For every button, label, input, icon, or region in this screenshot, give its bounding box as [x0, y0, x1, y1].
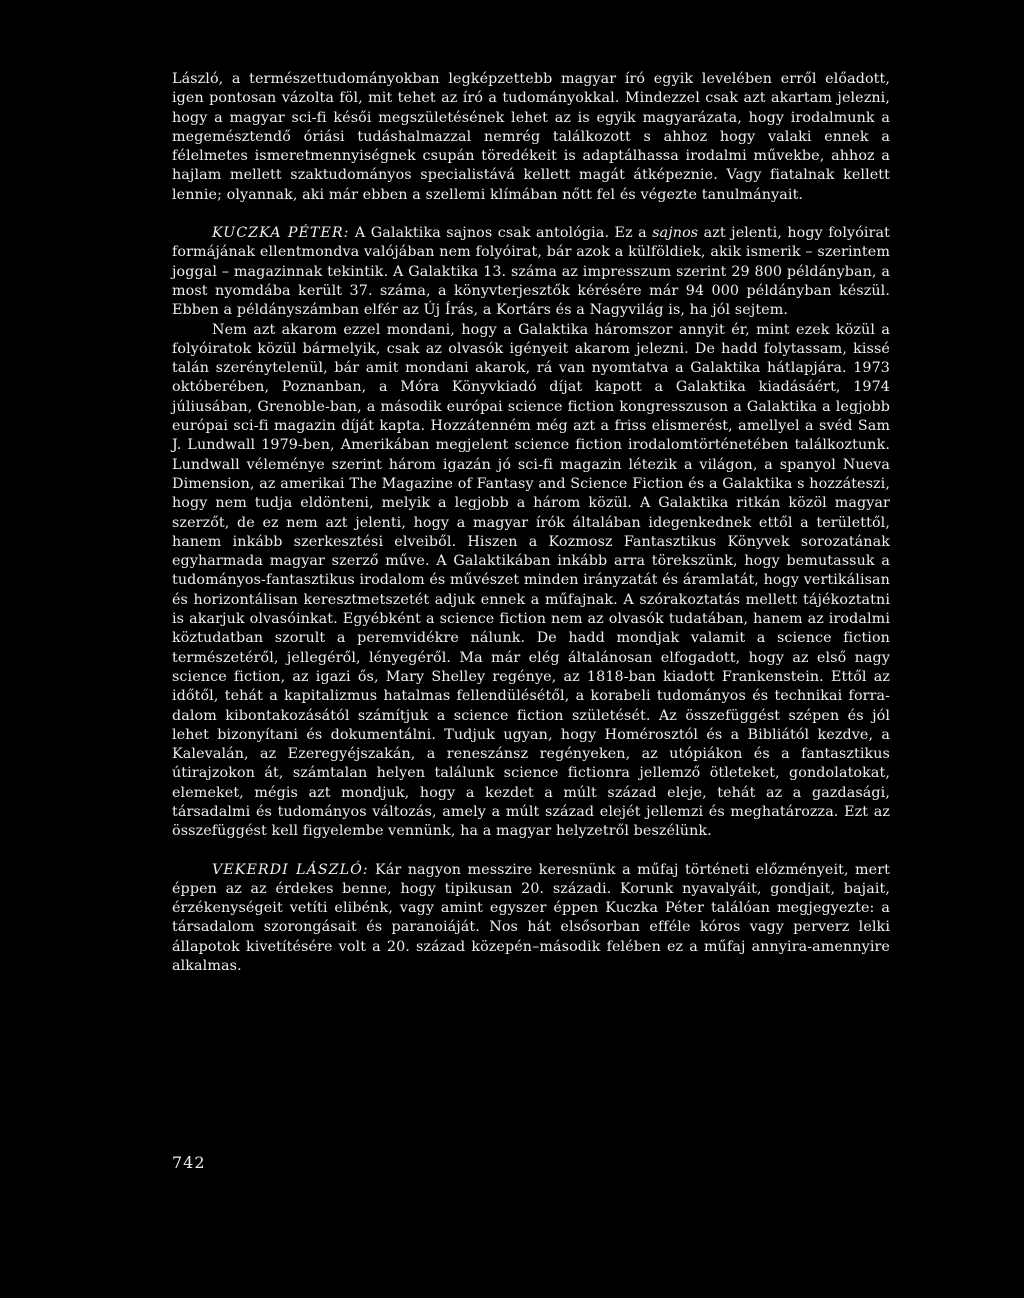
paragraph-text: azt jelenti, hogy folyóirat formájának ellentmondva valójában nem folyóirat, bár azok a külföldiek, akik ismerik – szerintem joggal – magazinnak tekintik. A Galaktika 13. száma az impresszum szerint 29 800 példányban, a most nyomdába került 37. száma, a könyvterjesztők kérésére már 94 000 példányban készül. Ebben a példányszámban elfér az Új Írás, a Kortárs és a Nagyvilág is, ha jól sejtem.	[172, 225, 890, 319]
speaker-name: VEKERDI LÁSZLÓ:	[212, 861, 369, 878]
paragraph-kuczka	[172, 224, 890, 320]
paragraph-text: A Galaktika sajnos csak antológia. Ez a	[349, 225, 653, 242]
paragraph-intro: László, a természettudományokban legképzettebb magyar író egyik levelében erről előadott, igen pontosan vázolta föl, mit tehet az író a tudományokkal. Mindezzel csak azt akartam jelezni, hogy a magyar sci-fi késői megszületésének lehet az is egyik magyarázata, hogy irodalmunk a megemésztendő óriási tudáshalmazzal nemrég találkozott s ahhoz hogy valaki ennek a félelmetes ismeretmennyiségnek csupán töredékeit is adaptálhassa irodalmi művekbe, ahhoz a hajlam mellett szaktudományos specialistává kellett magát átképeznie. Vagy fiatalnak kellett lennie; olyannak, aki már ebben a szellemi klímában nőtt fel és végezte tanulmányait.	[172, 71, 890, 203]
paragraph-galaktika: Nem azt akarom ezzel mondani, hogy a Galaktika háromszor annyit ér, mint ezek közül a folyóiratok közül bármelyik, csak az olvasók igényeit akarom jelezni. De hadd folytassam, kissé talán szerénytelenül, bár amit mondani akarok, rá van nyomtatva a Galaktika hátlapjára. 1973 októberében, Poznanban, a Móra Könyvkiadó díjat kapott a Galaktika kiadásáért, 1974 júliusában, Grenoble-ban, a második európai science fiction kongresszuson a Galaktika a legjobb európai sci-fi magazin díját kapta. Hozzátenném még azt a friss elismerést, amellyel a svéd Sam J. Lundwall 1979-ben, Amerikában megjelent science fiction irodalomtörténetében találkoztunk. Lundwall véleménye szerint három igazán jó sci-fi magazin létezik a világon, a spanyol Nueva Dimension, az amerikai The Magazine of Fantasy and Science Fiction és a Galaktika s hozzáteszi, hogy nem tudja eldönteni, melyik a legjobb a három közül. A Galaktika ritkán közöl magyar szerzőt, de ez nem azt jelenti, hogy a magyar írók általában idegenkednek ettől a területtől, hanem inkább szerkesztési elveiből. Hiszen a Kozmosz Fantasztikus Könyvek sorozatának egyharmada magyar szerző műve. A Galaktikában inkább arra törekszünk, hogy bemutassuk a tudományos-fantasztikus irodalom és művészet minden irányzatát és áramlatát, hogy vertikálisan és horizontálisan keresztmetszetét adjuk ennek a műfajnak. A szórakoztatás mellett tájékoztatni is akarjuk olvasóinkat. Egyébként a science fiction nem az olvasók tudatában, hanem az irodalmi köztudatban szorult a peremvidékre nálunk. De hadd mondjak valamit a science fiction természetéről, jellegéről, lényegéről. Ma már elég általánosan elfogadott, hogy az első nagy science fiction, az igazi ős, Mary Shelley regénye, az 1818-ban kiadott Frankenstein. Ettől az időtől, tehát a kapitalizmus hatalmas fellendülésétől, a korabeli tudományos és technikai forradalom kibontakozásától számítjuk a science fiction születését. Az összefüggést szépen és jól lehet bizonyítani és dokumentálni. Tudjuk ugyan, hogy Homérosztól és a Bibliától kezdve, a Kalevalán, az Ezeregyéjszakán, a reneszánsz regényeken, az utópiákon és a fantasztikus útirajzokon át, számtalan helyen találunk science fictionra jellemző ötleteket, gondolatokat, elemeket, mégis azt mondjuk, hogy a kezdet a múlt század eleje, tehát az a gazdasági, társadalmi és tudományos változás, amely a múlt század elejét jellemzi és meghatározza. Ezt az összefüggést kell figyelembe vennünk, ha a magyar helyzetről beszélünk.	[172, 321, 890, 840]
emphasis-word: sajnos	[652, 225, 699, 242]
page-number: 742	[172, 1153, 206, 1172]
speaker-name: KUCZKA PÉTER:	[212, 225, 350, 242]
paragraph-text: Kár nagyon messzire keresnünk a műfaj történeti előzményeit, mert éppen az az érdekes benne, hogy tipikusan 20. századi. Korunk nyavalyáit, gondjait, bajait, érzékenységeit vetíti elibénk, vagy amint egyszer éppen Kuczka Péter találóan megjegyezte: a társadalom szorongásait és paranoiáját. Nos hát elsősorban efféle kóros vagy perverz lelki állapotok kivetítésére volt a 20. század közepén–második felében ez a műfaj annyira-amennyire alkalmas.	[172, 861, 890, 975]
document-page	[172, 70, 890, 976]
paragraph-vekerdi	[172, 861, 890, 977]
